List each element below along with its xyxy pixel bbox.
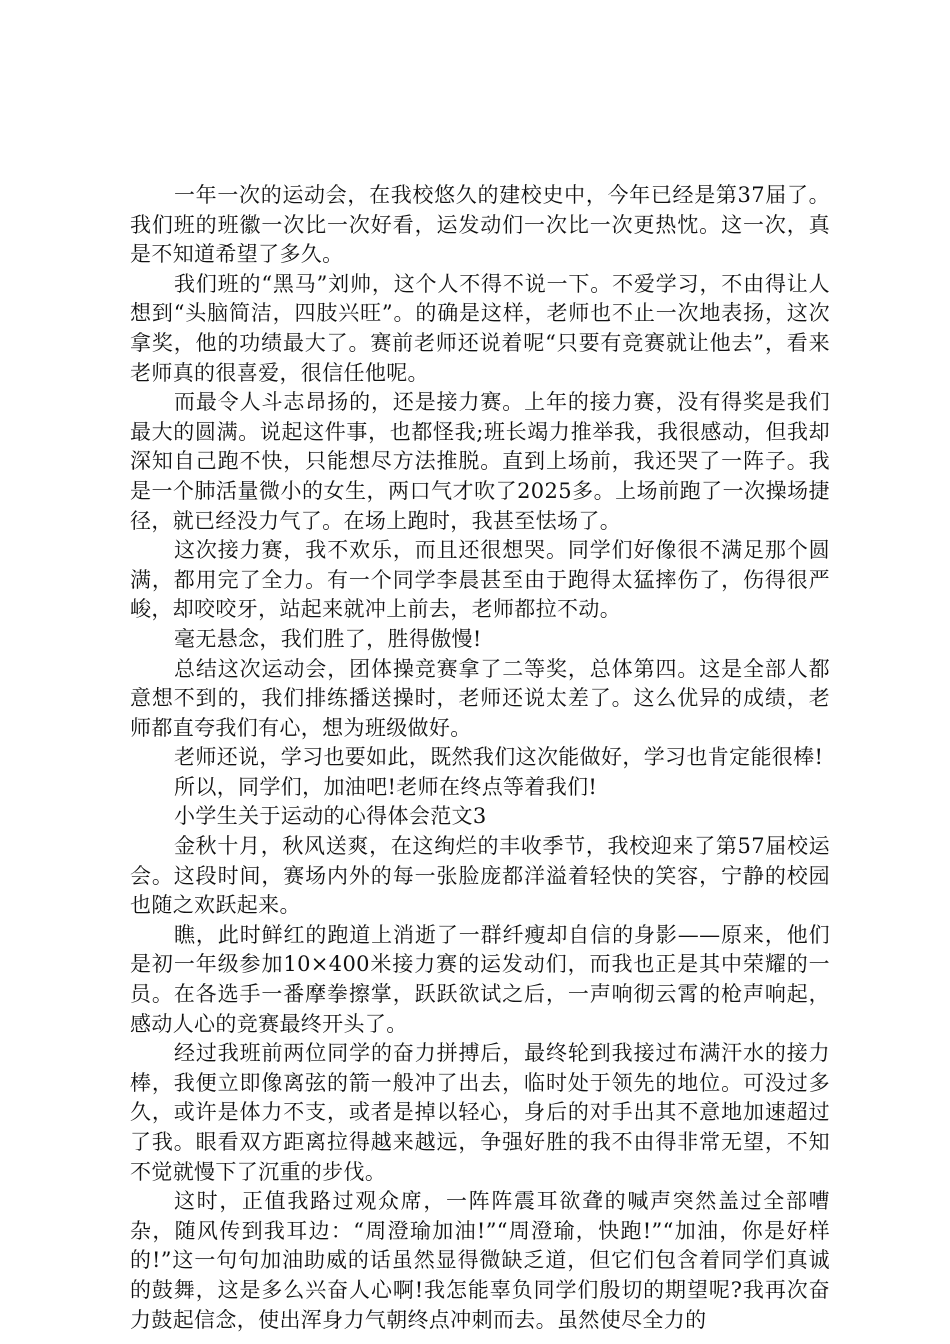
paragraph-11: 经过我班前两位同学的奋力拼搏后，最终轮到我接过布满汗水的接力棒，我便立即像离弦的箭一般冲了出去，临时处于领先的地位。可没过多久，或许是体力不支，或者是掉以轻心，身后的对手出其不意地加速超过了我。眼看双方距离拉得越来越远，争强好胜的我不由得非常无望，不知不觉就慢下了沉重的步伐。 [130, 1041, 830, 1184]
paragraph-7: 老师还说，学习也要如此，既然我们这次能做好，学习也肯定能很棒! [174, 745, 824, 770]
paragraph-5: 毫无悬念，我们胜了，胜得傲慢! [174, 626, 482, 651]
paragraph-3: 而最令人斗志昂扬的，还是接力赛。上年的接力赛，没有得奖是我们最大的圆满。说起这件事，也都怪我;班长竭力推举我，我很感动，但我却深知自己跑不快，只能想尽方法推脱。直到上场前，我还哭了一阵子。我是一个肺活量微小的女生，两口气才吹了2025多。上场前跑了一次操场捷径，就已经没力气了。在场上跑时，我甚至怯场了。 [130, 390, 830, 533]
paragraph-1: 一年一次的运动会，在我校悠久的建校史中，今年已经是第37届了。我们班的班徽一次比一次好看，运发动们一次比一次更热忱。这一次，真是不知道希望了多久。 [130, 183, 830, 267]
paragraph-12: 这时，正值我路过观众席，一阵阵震耳欲聋的喊声突然盖过全部嘈杂，随风传到我耳边：“周澄瑜加油!”“周澄瑜，快跑!”“加油，你是好样的!”这一句句加油助威的话虽然显得微缺乏道，但它们包含着同学们真诚的鼓舞，这是多么兴奋人心啊!我怎能辜负同学们殷切的期望呢?我再次奋力鼓起信念，使出浑身力气朝终点冲刺而去。虽然使尽全力的 [130, 1189, 830, 1332]
document-body [130, 181, 830, 1335]
paragraph-8: 所以，同学们，加油吧!老师在终点等着我们! [174, 774, 598, 799]
paragraph-10: 瞧，此时鲜红的跑道上消逝了一群纤瘦却自信的身影——原来，他们是初一年级参加10×400米接力赛的运发动们，而我也正是其中荣耀的一员。在各选手一番摩拳擦掌，跃跃欲试之后，一声响彻云霄的枪声响起，感动人心的竞赛最终开头了。 [130, 922, 830, 1036]
paragraph-2: 我们班的“黑马”刘帅，这个人不得不说一下。不爱学习，不由得让人想到“头脑简洁，四肢兴旺”。的确是这样，老师也不止一次地表扬，这次拿奖，他的功绩最大了。赛前老师还说着呢“只要有竞赛就让他去”，看来老师真的很喜爱，很信任他呢。 [130, 271, 830, 385]
paragraph-6: 总结这次运动会，团体操竞赛拿了二等奖，总体第四。这是全部人都意想不到的，我们排练播送操时，老师还说太差了。这么优异的成绩，老师都直夸我们有心，想为班级做好。 [130, 656, 830, 740]
section-heading: 小学生关于运动的心得体会范文3 [174, 804, 487, 829]
paragraph-9: 金秋十月，秋风送爽，在这绚烂的丰收季节，我校迎来了第57届校运会。这段时间，赛场内外的每一张脸庞都洋溢着轻快的笑容，宁静的校园也随之欢跃起来。 [130, 834, 830, 918]
paragraph-4: 这次接力赛，我不欢乐，而且还很想哭。同学们好像很不满足那个圆满，都用完了全力。有一个同学李晨甚至由于跑得太猛摔伤了，伤得很严峻，却咬咬牙，站起来就冲上前去，老师都拉不动。 [130, 538, 830, 622]
